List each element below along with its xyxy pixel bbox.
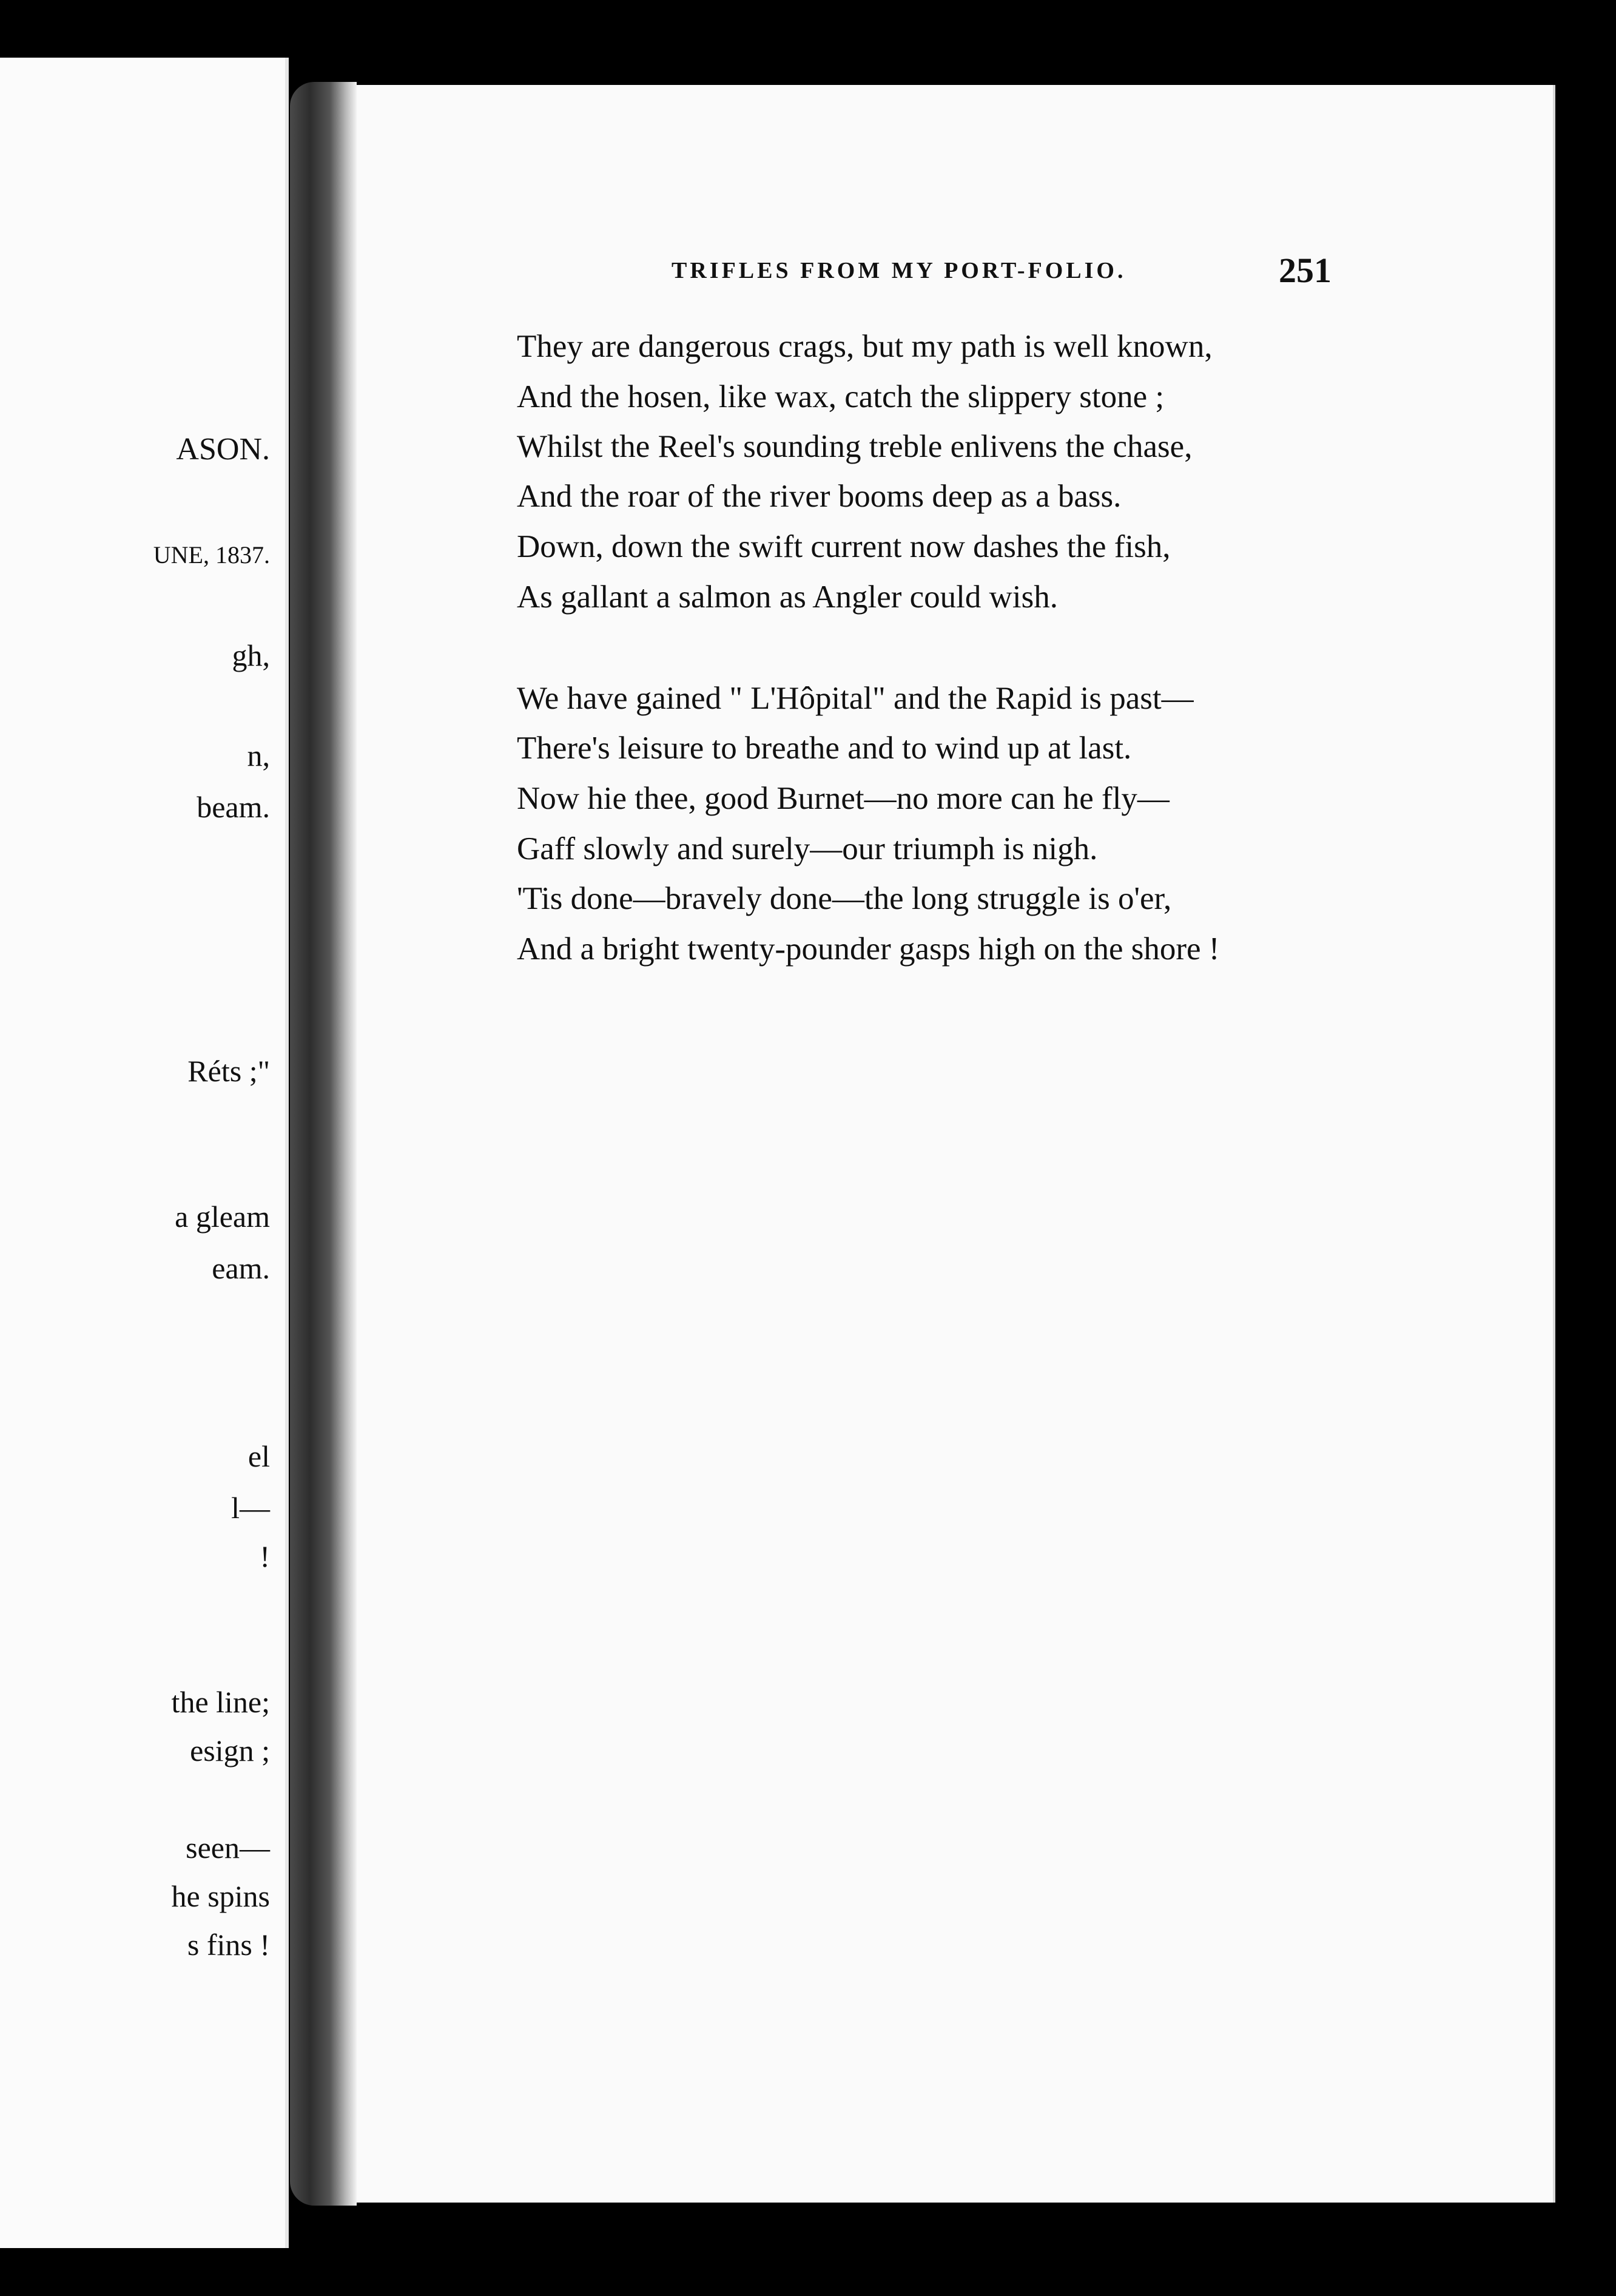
- left-line: a gleam: [175, 1200, 270, 1234]
- left-line: gh,: [232, 638, 270, 672]
- left-line: esign ;: [190, 1734, 270, 1768]
- poem-line: Now hie thee, good Burnet—no more can he fly—: [517, 781, 1170, 816]
- left-line: seen—: [186, 1831, 270, 1865]
- left-line: !: [260, 1539, 270, 1573]
- left-line: el: [247, 1439, 270, 1473]
- left-line: s fins !: [187, 1928, 270, 1962]
- poem-line: Whilst the Reel's sounding treble enlivens the chase,: [517, 429, 1193, 464]
- poem-line: Down, down the swift current now dashes the fish,: [517, 529, 1171, 564]
- poem-line: We have gained " L'Hôpital" and the Rapid is past—: [517, 681, 1194, 716]
- left-line: n,: [247, 738, 270, 772]
- poem-line: 'Tis done—bravely done—the long struggle is o'er,: [517, 881, 1172, 916]
- left-line: beam.: [197, 790, 270, 824]
- poem-line: As gallant a salmon as Angler could wish.: [517, 579, 1059, 615]
- gutter-shadow: [290, 82, 357, 2206]
- poem-line: And a bright twenty-pounder gasps high on the shore !: [517, 931, 1220, 967]
- left-line: l—: [231, 1491, 270, 1525]
- left-line: the line;: [171, 1685, 270, 1719]
- left-line: he spins: [171, 1879, 270, 1913]
- poem-line: And the hosen, like wax, catch the slippery stone ;: [517, 379, 1165, 414]
- left-heading: ASON.: [176, 432, 270, 467]
- poem-line: Gaff slowly and surely—our triumph is nigh.: [517, 831, 1098, 866]
- poem-line: They are dangerous crags, but my path is well known,: [517, 329, 1213, 364]
- running-head: TRIFLES FROM MY PORT-FOLIO.: [672, 258, 1126, 283]
- left-page: [0, 58, 289, 2248]
- left-line: eam.: [212, 1251, 270, 1285]
- poem-line: There's leisure to breathe and to wind up at last.: [517, 731, 1132, 766]
- page-number: 251: [1279, 251, 1332, 290]
- left-line: Réts ;": [187, 1054, 270, 1088]
- left-date: UNE, 1837.: [153, 541, 270, 569]
- poem-line: And the roar of the river booms deep as a bass.: [517, 479, 1122, 514]
